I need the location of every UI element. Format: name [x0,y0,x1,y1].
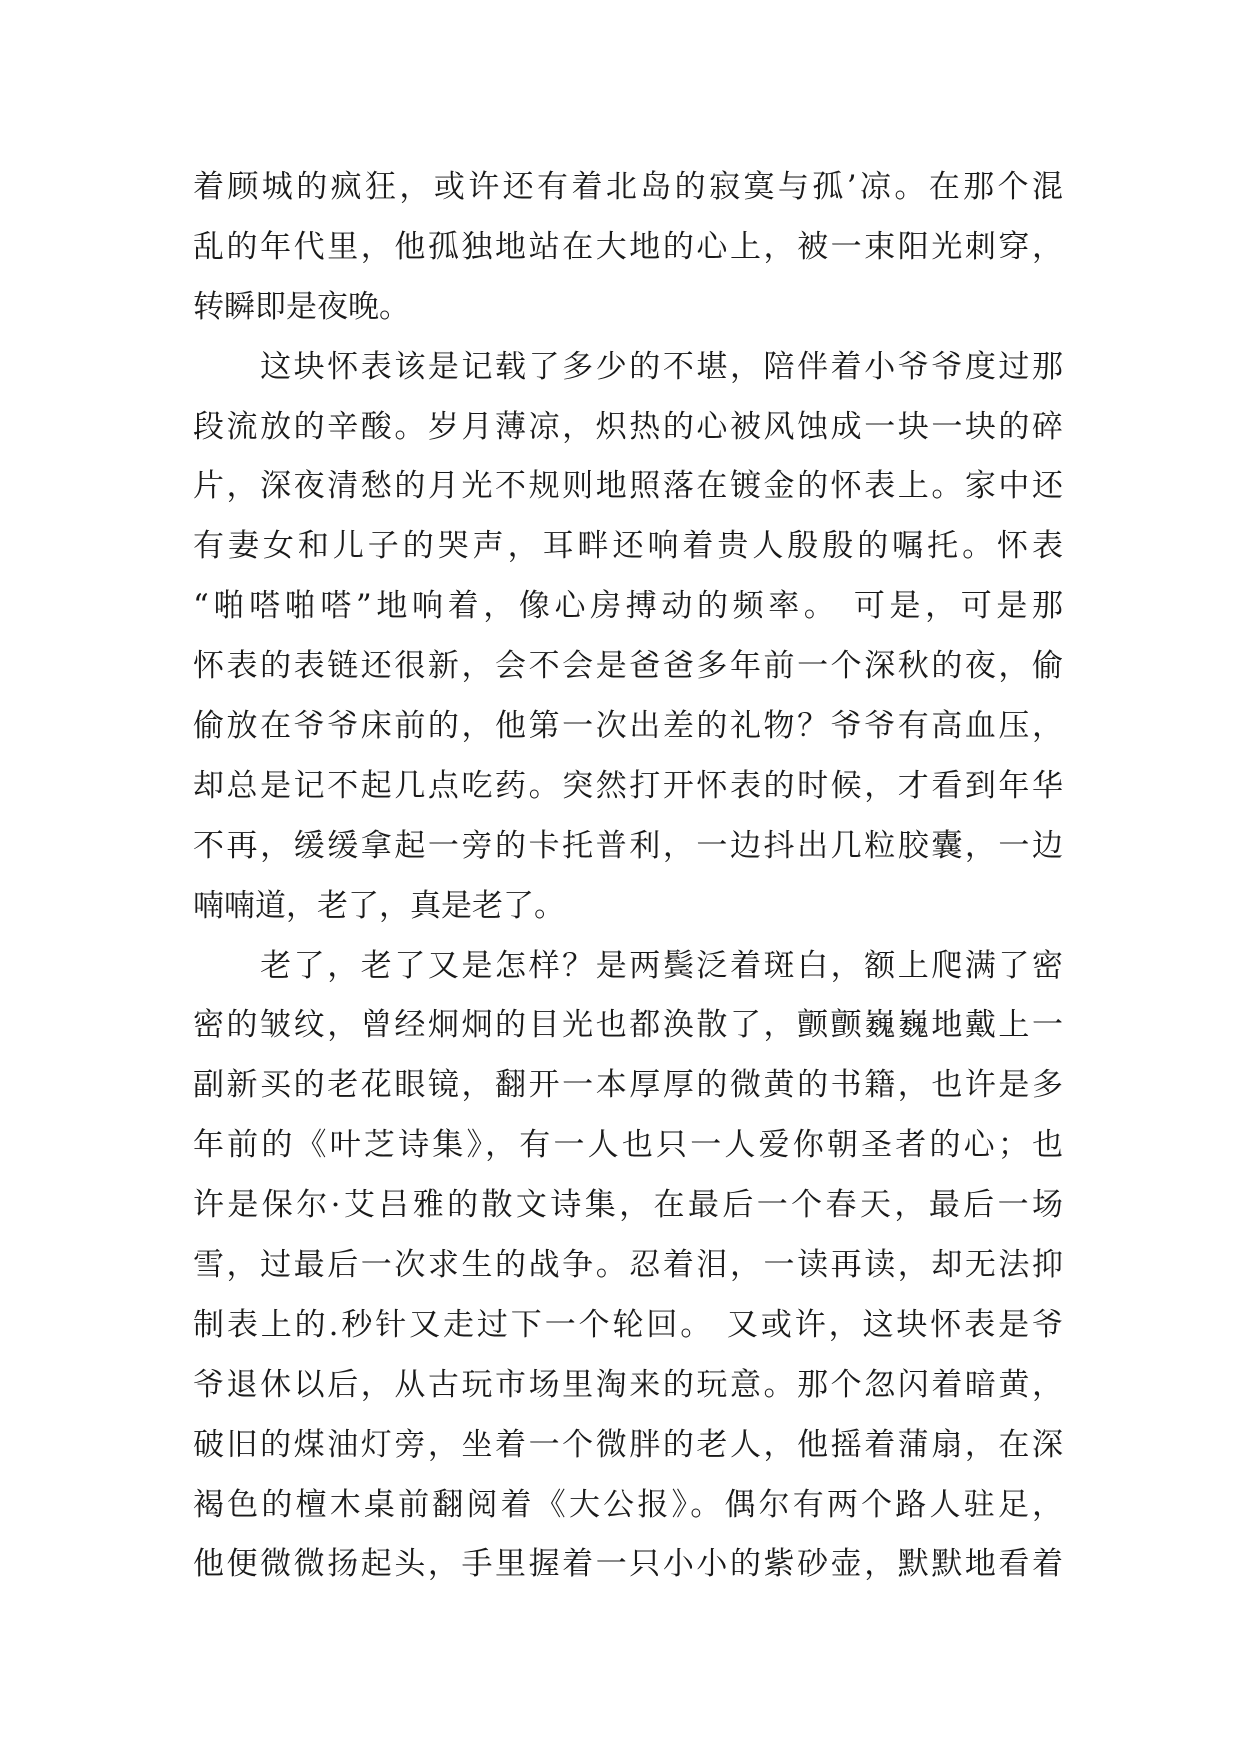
text-line: 不再，缓缓拿起一旁的卡托普利，一边抖出几粒胶囊，一边 [193,827,1063,864]
body-text [193,158,1063,1595]
text-line: 这块怀表该是记载了多少的不堪，陪伴着小爷爷度过那 [193,348,1063,385]
text-line: 密的皱纹，曾经炯炯的目光也都涣散了，颤颤巍巍地戴上一 [193,1007,1063,1044]
text-line: 却总是记不起几点吃药。突然打开怀表的时候，才看到年华 [193,767,1063,804]
text-line: “啪嗒啪嗒”地响着，像心房搏动的频率。 可是，可是那 [193,588,1063,625]
text-line: 年前的《叶芝诗集》，有一人也只一人爱你朝圣者的心；也 [193,1127,1063,1164]
text-line: 乱的年代里，他孤独地站在大地的心上，被一束阳光刺穿， [193,228,1063,265]
text-line: 褐色的檀木桌前翻阅着《大公报》。偶尔有两个路人驻足， [193,1486,1063,1523]
text-line: 雪，过最后一次求生的战争。忍着泪，一读再读，却无法抑 [193,1247,1063,1284]
text-line: 喃喃道，老了，真是老了。 [193,887,565,924]
text-line: 转瞬即是夜晚。 [193,288,410,325]
text-line: 怀表的表链还很新，会不会是爸爸多年前一个深秋的夜，偷 [193,648,1063,685]
text-line: 制表上的.秒针又走过下一个轮回。 又或许，这块怀表是爷 [193,1306,1063,1343]
text-line: 爷退休以后，从古玩市场里淘来的玩意。那个忽闪着暗黄， [193,1366,1063,1403]
text-line: 他便微微扬起头，手里握着一只小小的紫砂壶，默默地看着 [193,1546,1063,1583]
text-line: 偷放在爷爷床前的，他第一次出差的礼物？爷爷有高血压， [193,708,1063,745]
text-line: 有妻女和儿子的哭声，耳畔还响着贵人殷殷的嘱托。怀表 [193,528,1063,565]
text-line: 段流放的辛酸。岁月薄凉，炽热的心被风蚀成一块一块的碎 [193,408,1063,445]
text-line: 老了，老了又是怎样？是两鬓泛着斑白，额上爬满了密 [193,947,1063,984]
text-line: 着顾城的疯狂，或许还有着北岛的寂寞与孤’凉。在那个混 [193,169,1063,205]
text-line: 许是保尔·艾吕雅的散文诗集，在最后一个春天，最后一场 [193,1187,1063,1224]
text-line: 副新买的老花眼镜，翻开一本厚厚的微黄的书籍，也许是多 [193,1067,1063,1104]
text-line: 片，深夜清愁的月光不规则地照落在镀金的怀表上。家中还 [193,468,1063,505]
text-line: 破旧的煤油灯旁，坐着一个微胖的老人，他摇着蒲扇，在深 [193,1426,1063,1463]
